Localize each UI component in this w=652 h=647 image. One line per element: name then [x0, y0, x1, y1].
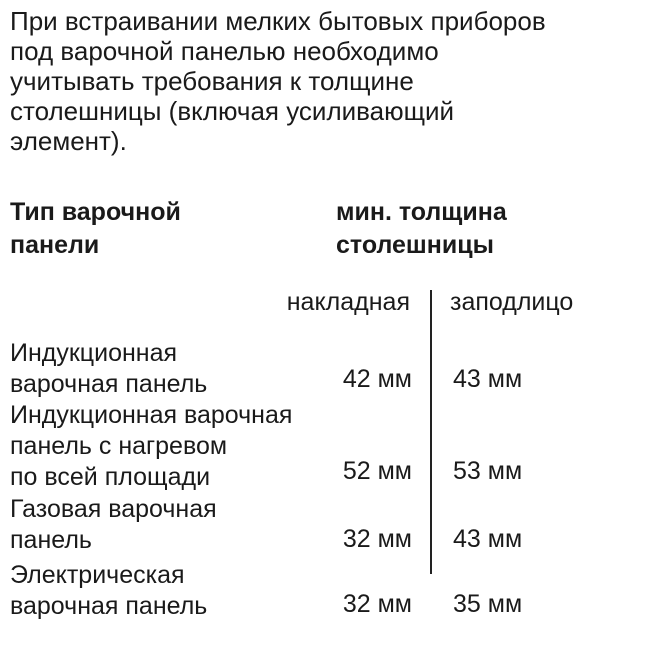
flush-value: 43 мм: [453, 525, 523, 553]
overlay-value: 42 мм: [342, 365, 412, 393]
row-name-line: панель с нагревом: [10, 432, 228, 460]
intro-paragraph: [10, 6, 650, 156]
row-name-line: Индукционная: [10, 339, 178, 367]
row-name-line: по всей площади: [10, 463, 211, 491]
intro-line: учитывать требования к толщине: [10, 66, 414, 96]
overlay-value: 32 мм: [342, 590, 412, 618]
intro-line: При встраивании мелких бытовых приборов: [10, 6, 546, 36]
flush-value: 53 мм: [453, 457, 523, 485]
row-name-line: варочная панель: [10, 370, 208, 398]
subheader-flush: заподлицо: [450, 288, 574, 316]
column-divider: [430, 290, 432, 574]
flush-value: 35 мм: [453, 590, 523, 618]
overlay-value: 52 мм: [342, 457, 412, 485]
column-header-type-line: Тип варочной: [10, 198, 181, 226]
intro-line: под варочной панелью необходимо: [10, 36, 439, 66]
column-header-min-line: столешницы: [336, 231, 494, 259]
table-row-name: [10, 338, 207, 400]
row-name-line: варочная панель: [10, 592, 208, 620]
row-name-line: Газовая варочная: [10, 495, 217, 523]
column-header-min-thickness: [336, 196, 507, 262]
column-header-type: [10, 196, 181, 262]
table-row-name: [10, 400, 292, 493]
row-name-line: панель: [10, 526, 92, 554]
subheader-overlay: накладная: [286, 288, 410, 316]
table-row-name: [10, 494, 217, 556]
column-header-type-line: панели: [10, 231, 100, 259]
row-name-line: Индукционная варочная: [10, 401, 293, 429]
overlay-value: 32 мм: [342, 525, 412, 553]
table-row-name: [10, 560, 207, 622]
intro-line: столешницы (включая усиливающий: [10, 96, 455, 126]
column-header-min-line: мин. толщина: [336, 198, 507, 226]
row-name-line: Электрическая: [10, 561, 185, 589]
flush-value: 43 мм: [453, 365, 523, 393]
intro-line: элемент).: [10, 126, 127, 156]
